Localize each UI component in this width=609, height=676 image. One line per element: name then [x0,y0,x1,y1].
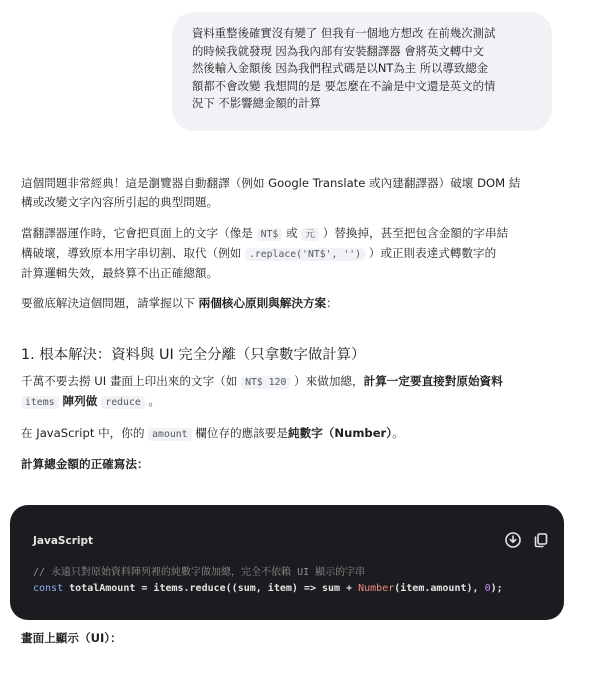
response-paragraph-4 [21,372,581,412]
bold-text: 計算一定要直接對原始資料 [363,374,503,388]
copy-icon[interactable] [532,531,550,549]
code-block [10,505,564,620]
user-message-line: 資料重整後確實沒有變了 但我有一個地方想改 在前幾次測試 [192,26,496,40]
intro-line: 這個問題非常經典！這是瀏覽器自動翻譯（例如 Google Translate 或內建翻譯器）破壞 DOM 結 [21,176,521,190]
code-language-label: JavaScript [33,535,94,547]
bold-text: 計算總金額的正確寫法： [21,457,149,471]
inline-code: .replace('NT$', '') [245,248,365,261]
user-message-line: 然後輸入金額後 因為我們程式碼是以NT為主 所以導致總金 [192,61,489,76]
code-actions [504,531,550,549]
response-paragraph-7 [21,629,581,648]
response-intro [21,174,581,212]
user-message-line: 況下 不影響總金額的計算 [192,96,321,111]
paragraph-line: 構破壞，導致原本用字串切割、取代（例如 .replace('NT$', '') ）或正則表達式轉數字的 [21,246,497,260]
user-message-line: 額都不會改變 我想問的是 要怎麼在不論是中文還是英文的情 [192,78,496,93]
paragraph-line: items 陣列做 reduce 。 [21,392,581,412]
paragraph-line: 當翻譯器運作時，它會把頁面上的文字（像是 NT$ 或 元 ）替換掉，甚至把包含金額的字串結 [21,226,509,240]
paragraph-line [21,455,581,474]
inline-code: NT$ 120 [241,376,290,389]
response-paragraph-2 [21,224,581,283]
inline-code: reduce [101,396,144,409]
inline-code: NT$ [257,228,283,241]
bold-text: 純數字（Number） [287,426,393,440]
code-line: const totalAmount = items.reduce((sum, item) => sum + Number(item.amount), 0); [33,583,503,594]
response-paragraph-6 [21,455,581,474]
paragraph-line: 千萬不要去撈 UI 畫面上印出來的文字（如 NT$ 120 ）來做加總，計算一定要直接對原始資料 [21,374,503,388]
response-paragraph-5 [21,424,581,444]
bold-text: 陣列做 [58,394,102,408]
paragraph-line [21,629,581,648]
user-message-line: 的時候我就發現 因為我內部有安裝翻譯器 會將英文轉中文 [192,43,485,58]
user-message-bubble [172,12,552,131]
inline-code: 元 [301,228,319,241]
paragraph-line: 在 JavaScript 中，你的 amount 欄位存的應該要是純數字（Number）。 [21,426,404,440]
section-heading: 1. 根本解決：資料與 UI 完全分離（只拿數字做計算） [21,347,366,363]
code-content [33,565,503,597]
code-comment: // 永遠只對原始資料陣列裡的純數字做加總，完全不依賴 UI 顯示的字串 [33,567,366,578]
inline-code: items [21,396,59,409]
inline-code: amount [148,428,191,441]
download-icon[interactable] [504,531,522,549]
bold-text: 畫面上顯示（UI）： [21,631,122,645]
bold-text: 兩個核心原則與解決方案 [198,296,327,310]
response-paragraph-3 [21,294,581,313]
paragraph-line: 要徹底解決這個問題，請掌握以下 兩個核心原則與解決方案： [21,296,338,310]
intro-line: 構或改變文字內容所引起的典型問題。 [21,195,219,209]
paragraph-line: 計算邏輯失效，最終算不出正確總額。 [21,266,219,280]
